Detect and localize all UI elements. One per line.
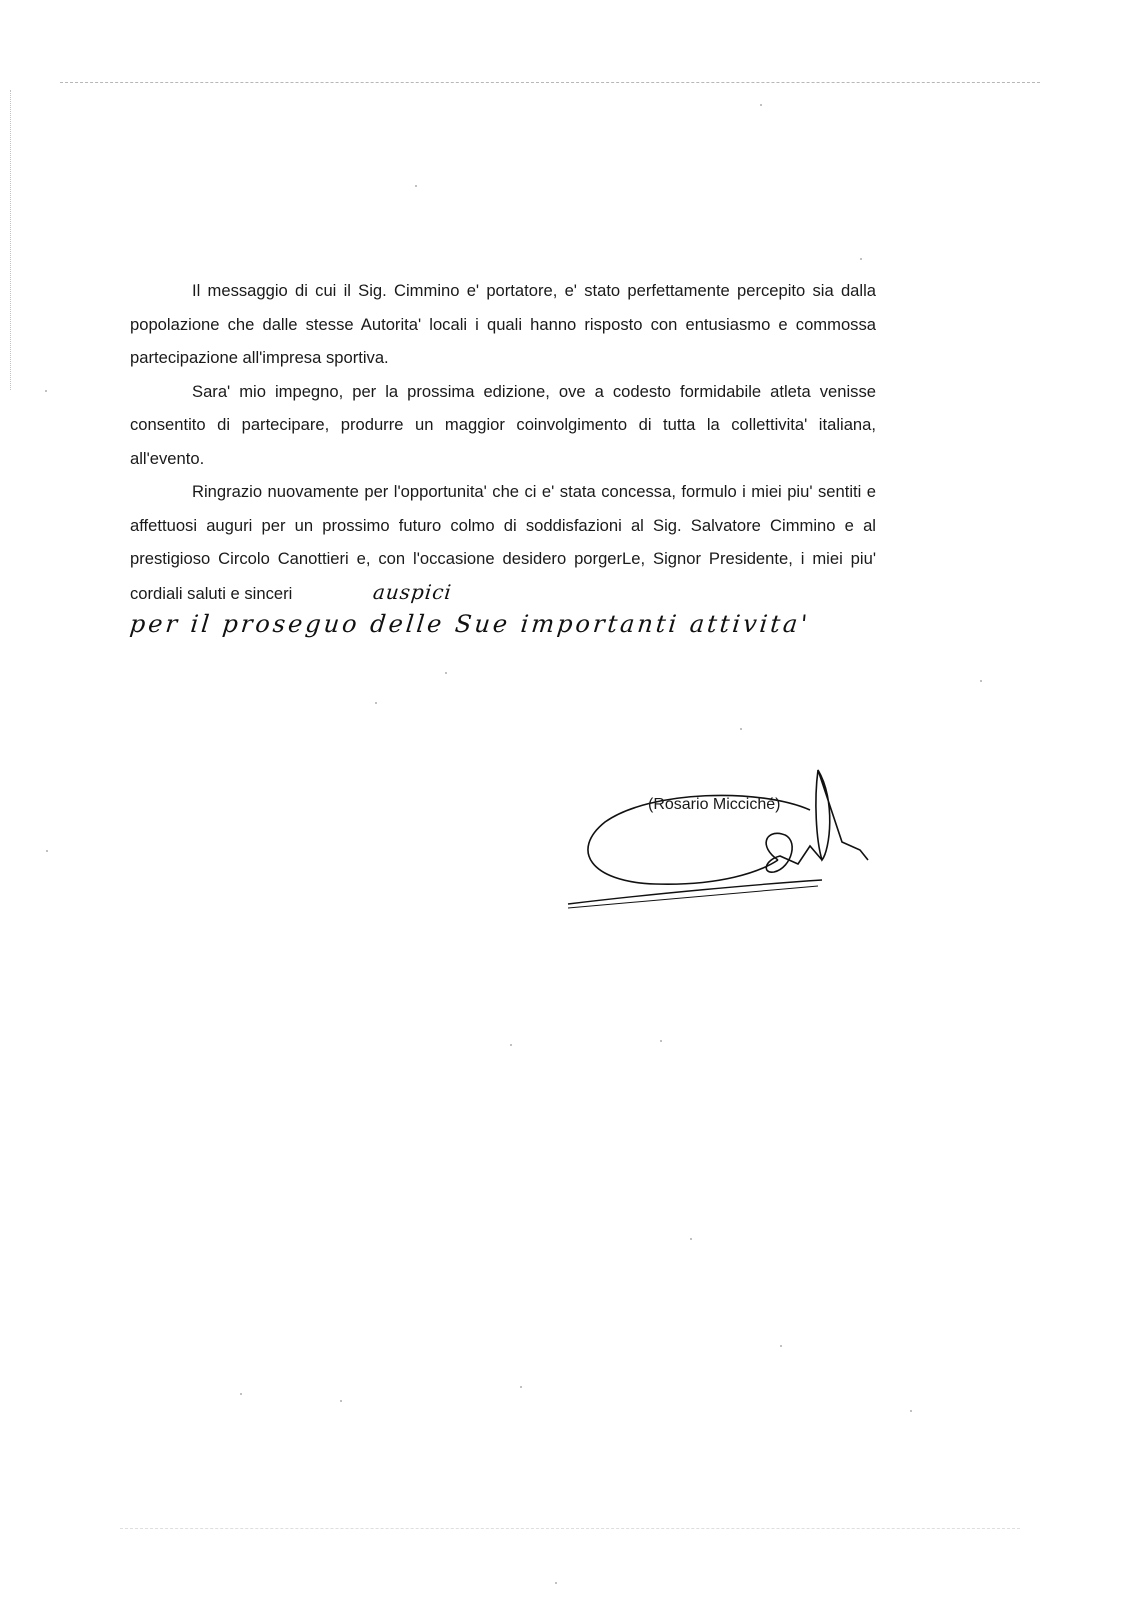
scan-speck [415, 185, 417, 187]
paragraph-1 [130, 274, 876, 375]
scan-speck [910, 1410, 912, 1412]
scan-speck [740, 728, 742, 730]
letter-body [130, 274, 876, 610]
scan-speck [340, 1400, 342, 1402]
scan-speck [690, 1238, 692, 1240]
scan-speck [240, 1393, 242, 1395]
scan-speck [375, 702, 377, 704]
scan-edge-top [60, 82, 1040, 83]
scan-speck [780, 1345, 782, 1347]
signature-tall-stroke [816, 770, 868, 860]
scan-speck [555, 1582, 557, 1584]
scan-speck [860, 258, 862, 260]
scan-speck [520, 1386, 522, 1388]
scan-speck [760, 104, 762, 106]
paragraph-3 [130, 475, 876, 610]
scan-speck [45, 390, 47, 392]
paragraph-1-text: Il messaggio di cui il Sig. Cimmino e' portatore, e' stato perfettamente percepito sia dalla popolazione che dalle stesse Autorita' locali i quali hanno risposto con entusiasmo e commossa partecipazione all'impresa sportiva. [130, 281, 876, 367]
signatory-name: (Rosario Micciché) [648, 796, 781, 813]
scan-speck [660, 1040, 662, 1042]
signature-small-loop [766, 833, 822, 872]
scan-speck [510, 1044, 512, 1046]
scan-speck [46, 850, 48, 852]
scan-margin-marks [10, 90, 14, 390]
scan-edge-bottom [120, 1528, 1020, 1529]
handwritten-inline-word: auspici [371, 579, 454, 604]
handwritten-closing-line: per il proseguo delle Sue importanti attivita' [128, 610, 812, 638]
paragraph-2 [130, 375, 876, 476]
paragraph-3-text: Ringrazio nuovamente per l'opportunita' che ci e' stata concessa, formulo i miei piu' sentiti e affettuosi auguri per un prossimo futuro colmo di soddisfazioni al Sig. Salvatore Cimmino e al prestigioso Circolo Canottieri e, con l'occasione desidero porgerLe, Signor Presidente, i miei piu' cordiali saluti e sinceri [130, 482, 876, 603]
scan-speck [445, 672, 447, 674]
paragraph-2-text: Sara' mio impegno, per la prossima edizione, ove a codesto formidabile atleta venisse consentito di partecipare, produrre un maggior coinvolgimento di tutta la collettivita' italiana, all'evento. [130, 381, 876, 468]
signature-block [560, 760, 890, 920]
scan-speck [980, 680, 982, 682]
signature-scrawl [560, 760, 890, 920]
signature-underline-2 [568, 886, 818, 908]
